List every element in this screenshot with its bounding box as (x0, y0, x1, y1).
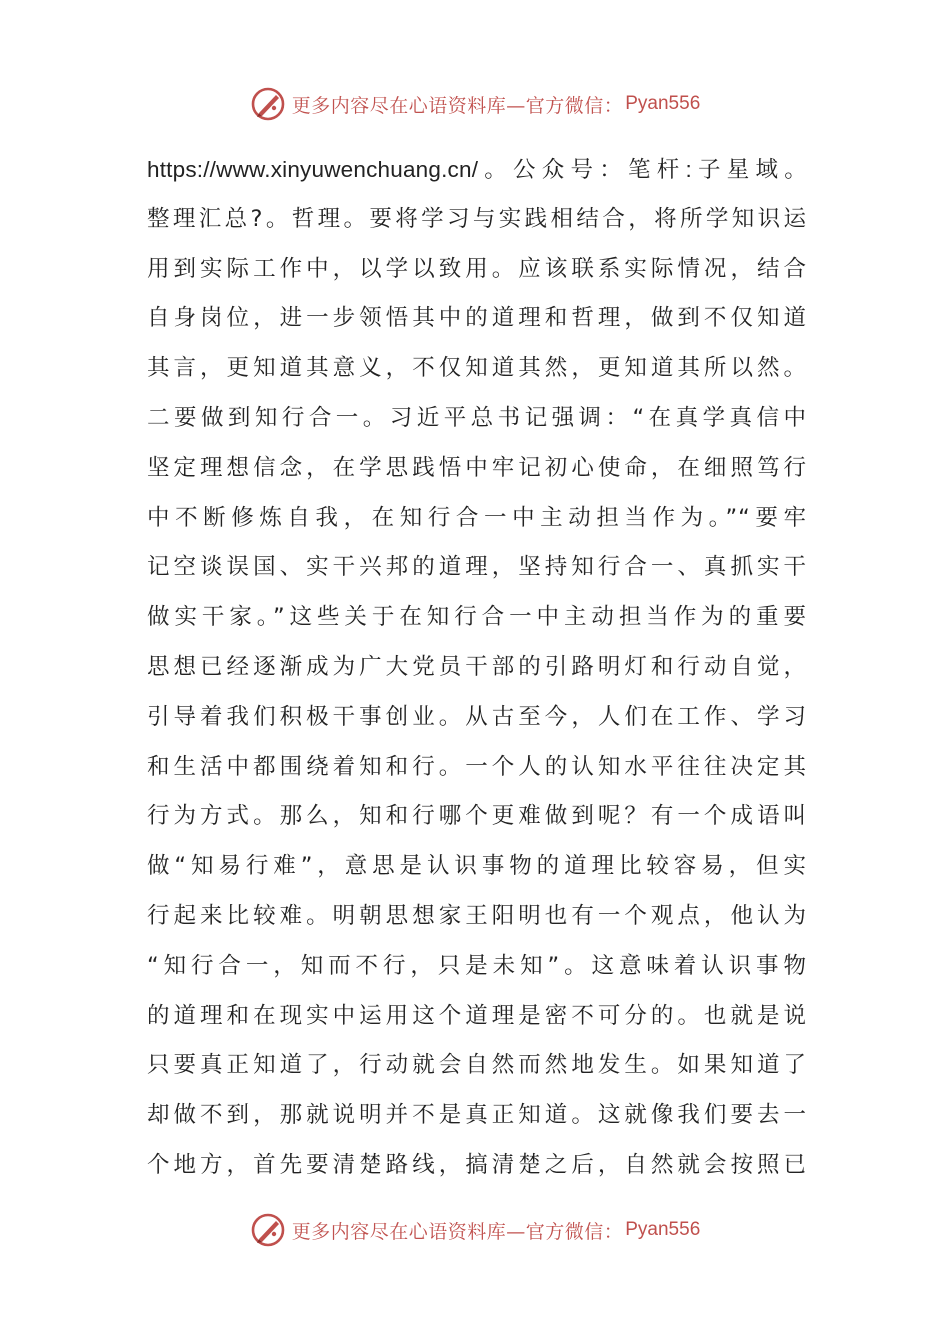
body-line: https://www.xinyuwenchuang.cn/。公众号：笔杆:子星域。 (147, 157, 807, 182)
body-line: 二要做到知行合一。习近平总书记强调：“在真学真信中 (147, 404, 807, 431)
body-line: 思想已经逐渐成为广大党员干部的引路明灯和行动自觉， (147, 653, 807, 680)
header-watermark (0, 80, 950, 128)
body-line: 坚定理想信念，在学思践悟中牢记初心使命，在细照笃行 (147, 454, 807, 481)
body-line: 只要真正知道了，行动就会自然而然地发生。如果知道了 (147, 1052, 807, 1079)
body-line: 做实干家。”这些关于在知行合一中主动担当作为的重要 (147, 604, 807, 631)
body-line: 却做不到，那就说明并不是真正知道。这就像我们要去一 (147, 1102, 807, 1129)
watermark-text: 更多内容尽在心语资料库—官方微信： (291, 1220, 624, 1243)
wechat-id: Pyan556 (625, 93, 701, 114)
pen-logo-icon (250, 1212, 286, 1248)
body-line: 记空谈误国、实干兴邦的道理，坚持知行合一、真抓实干 (147, 554, 807, 581)
body-line: 做“知易行难”，意思是认识事物的道理比较容易，但实 (147, 853, 807, 880)
pen-logo-icon (250, 86, 286, 122)
footer-watermark (0, 1206, 950, 1254)
body-line: 个地方，首先要清楚路线，搞清楚之后，自然就会按照已 (147, 1151, 807, 1178)
watermark-text: 更多内容尽在心语资料库—官方微信： (291, 94, 624, 117)
body-line: 用到实际工作中，以学以致用。应该联系实际情况，结合 (147, 255, 807, 282)
body-line: 其言，更知道其意义，不仅知道其然，更知道其所以然。 (147, 355, 807, 382)
body-line: 行起来比较难。明朝思想家王阳明也有一个观点，他认为 (147, 902, 807, 929)
body-line: 的道理和在现实中运用这个道理是密不可分的。也就是说 (147, 1002, 807, 1029)
body-line: 整理汇总?。哲理。要将学习与实践相结合，将所学知识运 (147, 205, 807, 232)
document-body (147, 145, 807, 1191)
body-line: 引导着我们积极干事创业。从古至今，人们在工作、学习 (147, 703, 807, 730)
body-line: “知行合一，知而不行，只是未知”。这意味着认识事物 (147, 952, 807, 979)
wechat-id: Pyan556 (625, 1219, 701, 1240)
body-line: 和生活中都围绕着知和行。一个人的认知水平往往决定其 (147, 753, 807, 780)
body-line: 行为方式。那么，知和行哪个更难做到呢？有一个成语叫 (147, 803, 807, 830)
body-line: 自身岗位，进一步领悟其中的道理和哲理，做到不仅知道 (147, 305, 807, 332)
body-line: 中不断修炼自我，在知行合一中主动担当作为。”“要牢 (147, 504, 807, 531)
